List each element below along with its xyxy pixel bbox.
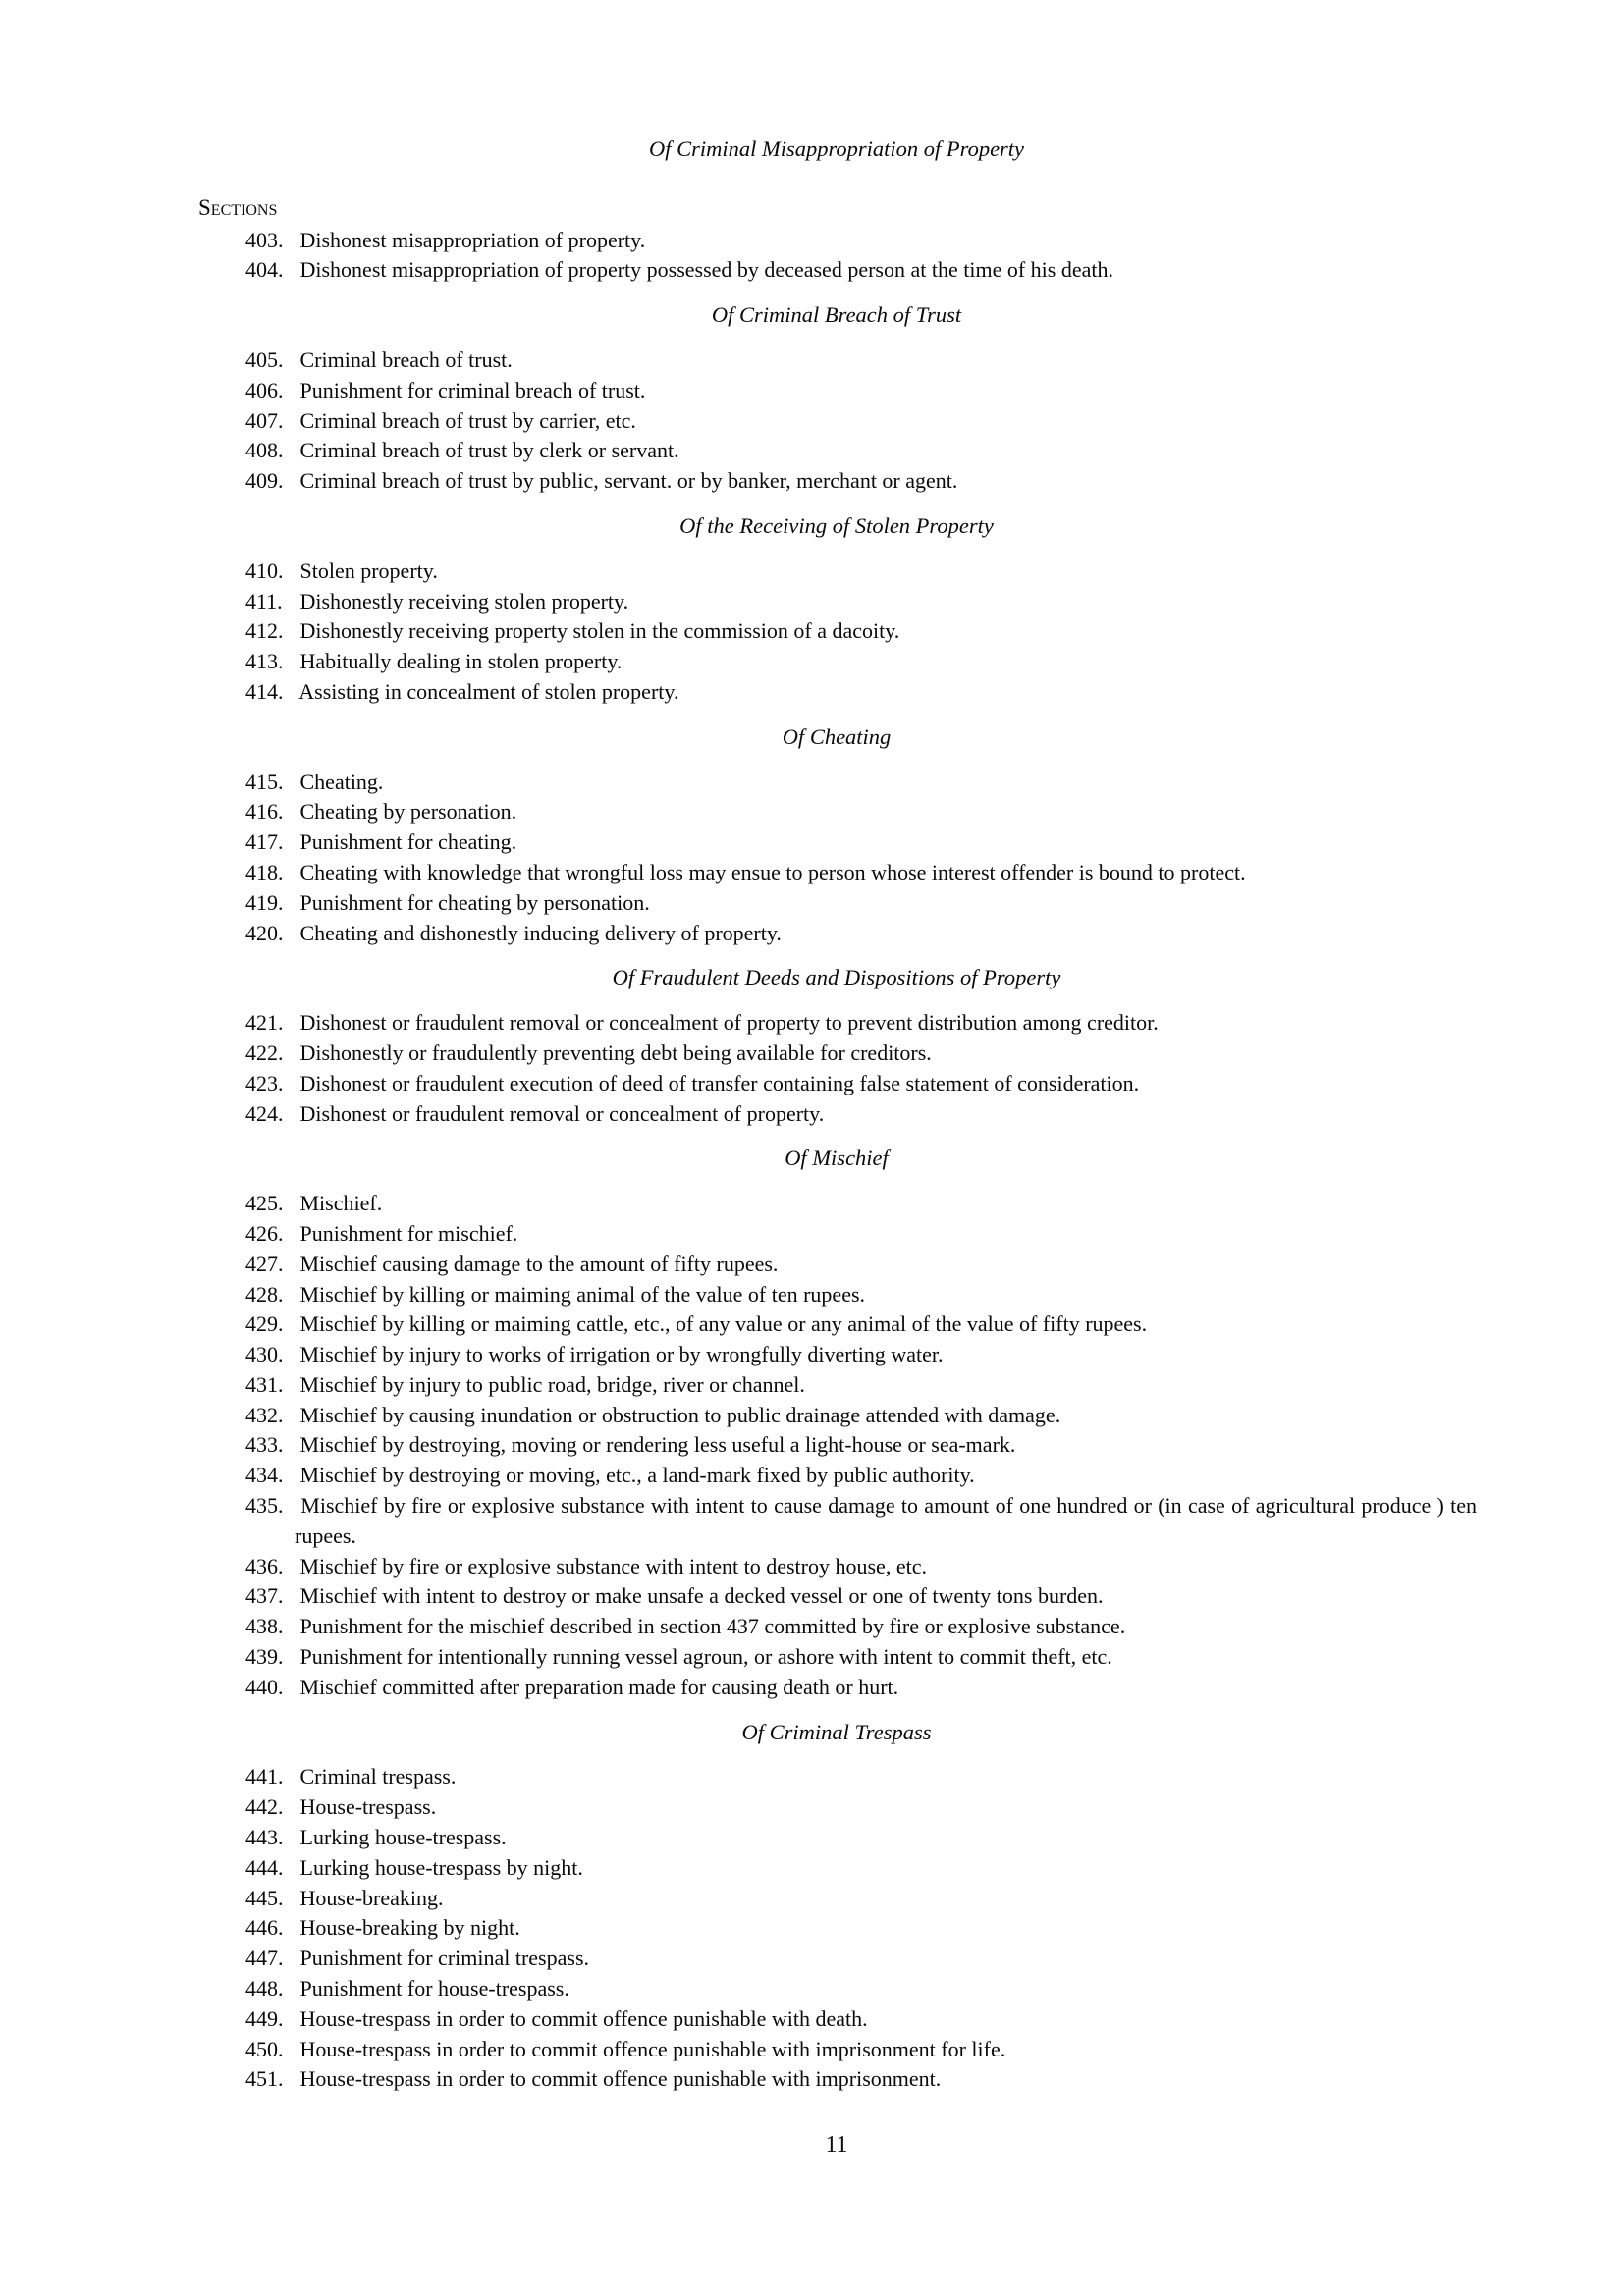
toc-entry: [245, 1884, 1477, 1914]
toc-entry-list: [196, 226, 1477, 287]
entry-text: Punishment for criminal trespass.: [299, 1946, 590, 1971]
entry-text: Cheating and dishonestly inducing delivery of property.: [299, 920, 782, 945]
toc-entry-list: [196, 557, 1477, 708]
entry-text: House-trespass in order to commit offence punishable with imprisonment.: [299, 2066, 942, 2092]
toc-entry: [245, 346, 1477, 376]
entry-text: Mischief by destroying or moving, etc., a land-mark fixed by public authority.: [299, 1463, 975, 1488]
toc-entry: [245, 616, 1477, 647]
entry-text: Dishonestly receiving stolen property.: [299, 588, 629, 614]
toc-entry: [245, 1944, 1477, 1974]
toc-entry: [245, 677, 1477, 708]
toc-group: [196, 134, 1477, 286]
entry-text: Dishonest or fraudulent removal or concealment of property.: [299, 1100, 825, 1126]
entry-number: 410.: [245, 558, 284, 583]
entry-number: 423.: [245, 1070, 284, 1095]
toc-entry: [245, 1612, 1477, 1642]
entry-number: 440.: [245, 1674, 284, 1699]
entry-text: Mischief by injury to public road, bridge, river or channel.: [299, 1371, 805, 1397]
entry-number: 412.: [245, 618, 284, 644]
toc-entry: [245, 888, 1477, 919]
entry-text: Punishment for house-trespass.: [299, 1976, 569, 2002]
entry-number: 447.: [245, 1946, 284, 1971]
toc-entry: [245, 1913, 1477, 1944]
entry-text: Punishment for criminal breach of trust.: [299, 377, 646, 402]
entry-text: Assisting in concealment of stolen property.: [298, 678, 679, 704]
entry-number: 442.: [245, 1794, 284, 1820]
entry-text: Mischief by killing or maiming animal of the value of ten rupees.: [299, 1281, 866, 1307]
entry-text: House-breaking by night.: [299, 1915, 520, 1941]
entry-text: Dishonest misappropriation of property.: [299, 227, 646, 252]
entry-text: Cheating by personation.: [299, 799, 517, 825]
entry-text: Criminal breach of trust.: [299, 347, 513, 372]
entry-text: Mischief by injury to works of irrigation or by wrongfully diverting water.: [299, 1342, 944, 1367]
entry-text: Habitually dealing in stolen property.: [299, 649, 623, 674]
entry-text: Dishonest or fraudulent execution of deed of transfer containing false statement of consideration.: [299, 1070, 1140, 1095]
toc-entry: [245, 1491, 1477, 1552]
entry-number: 404.: [245, 257, 284, 283]
toc-group: [196, 511, 1477, 708]
entry-text: House-trespass in order to commit offence punishable with imprisonment for life.: [299, 2036, 1006, 2061]
page-number: 11: [825, 2132, 848, 2158]
toc-entry: [245, 2035, 1477, 2065]
toc-group: [196, 963, 1477, 1129]
toc-entry: [245, 1189, 1477, 1219]
entry-text: Mischief by fire or explosive substance with intent to cause damage to amount of one hundred or (in case of agricultural produce ) ten rupees.: [295, 1493, 1478, 1548]
entry-number: 421.: [245, 1010, 284, 1036]
entry-number: 415.: [245, 769, 284, 794]
entry-number: 448.: [245, 1976, 284, 2002]
group-heading: Of the Receiving of Stolen Property: [679, 512, 994, 538]
toc-content: [196, 134, 1477, 2095]
entry-text: Cheating with knowledge that wrongful loss may ensue to person whose interest offender is bound to protect.: [299, 859, 1246, 884]
toc-entry: [245, 1581, 1477, 1612]
entry-text: Criminal trespass.: [299, 1764, 457, 1789]
entry-number: 445.: [245, 1885, 284, 1910]
toc-entry: [245, 376, 1477, 406]
group-heading: Of Criminal Breach of Trust: [711, 302, 962, 328]
toc-entry: [245, 1069, 1477, 1099]
toc-entry: [245, 226, 1477, 256]
entry-text: Lurking house-trespass by night.: [299, 1854, 583, 1880]
toc-entry: [245, 2004, 1477, 2035]
entry-text: Mischief by causing inundation or obstruction to public drainage attended with damage.: [299, 1402, 1061, 1427]
entry-number: 424.: [245, 1100, 284, 1126]
toc-group: [196, 300, 1477, 497]
entry-number: 416.: [245, 799, 284, 825]
entry-text: House-trespass in order to commit offence punishable with death.: [299, 2005, 868, 2031]
entry-text: House-breaking.: [299, 1885, 444, 1910]
toc-entry: [245, 828, 1477, 858]
sections-label: Sections: [198, 194, 278, 220]
entry-text: Mischief with intent to destroy or make unsafe a decked vessel or one of twenty tons burden.: [299, 1583, 1104, 1609]
toc-entry-list: [196, 768, 1477, 949]
entry-text: Mischief.: [299, 1191, 383, 1216]
toc-entry: [245, 919, 1477, 949]
entry-number: 435.: [245, 1493, 284, 1519]
entry-number: 436.: [245, 1553, 284, 1578]
entry-number: 420.: [245, 920, 284, 945]
entry-number: 427.: [245, 1251, 284, 1276]
group-heading: Of Cheating: [782, 723, 892, 749]
toc-entry: [245, 406, 1477, 437]
toc-entry: [245, 1430, 1477, 1461]
entry-number: 417.: [245, 829, 284, 855]
toc-entry: [245, 1552, 1477, 1582]
toc-entry: [245, 1642, 1477, 1673]
entry-text: Mischief by killing or maiming cattle, etc., of any value or any animal of the value of fifty rupees.: [299, 1311, 1148, 1337]
toc-group: [196, 722, 1477, 949]
entry-number: 437.: [245, 1583, 284, 1609]
toc-entry: [245, 255, 1477, 286]
toc-entry: [245, 768, 1477, 798]
entry-text: Lurking house-trespass.: [299, 1825, 507, 1850]
entry-number: 429.: [245, 1311, 284, 1337]
toc-group: [196, 1144, 1477, 1702]
entry-number: 409.: [245, 468, 284, 494]
toc-entry-list: [196, 346, 1477, 497]
entry-number: 414.: [245, 678, 284, 704]
toc-entry: [245, 587, 1477, 617]
toc-entry: [245, 1853, 1477, 1884]
toc-entry: [245, 647, 1477, 677]
entry-text: Punishment for the mischief described in section 437 committed by fire or explosive substance.: [299, 1614, 1126, 1639]
entry-text: Criminal breach of trust by clerk or servant.: [299, 438, 679, 463]
toc-group: [196, 1718, 1477, 2096]
entry-text: Punishment for cheating.: [299, 829, 517, 855]
toc-entry: [245, 858, 1477, 888]
toc-entry: [245, 1099, 1477, 1130]
toc-entry: [245, 1340, 1477, 1370]
entry-number: 403.: [245, 227, 284, 252]
toc-entry: [245, 1974, 1477, 2004]
toc-entry: [245, 1370, 1477, 1401]
toc-entry: [245, 1309, 1477, 1340]
entry-text: Punishment for mischief.: [299, 1220, 518, 1246]
toc-entry: [245, 466, 1477, 497]
entry-text: Mischief committed after preparation made for causing death or hurt.: [299, 1674, 899, 1699]
entry-number: 413.: [245, 649, 284, 674]
toc-entry: [245, 1039, 1477, 1069]
entry-text: Mischief by fire or explosive substance with intent to destroy house, etc.: [299, 1553, 927, 1578]
entry-number: 406.: [245, 377, 284, 402]
toc-entry: [245, 1673, 1477, 1703]
entry-number: 422.: [245, 1040, 284, 1065]
toc-entry: [245, 1762, 1477, 1792]
toc-entry: [245, 1401, 1477, 1431]
toc-entry-list: [196, 1008, 1477, 1129]
entry-number: 438.: [245, 1614, 284, 1639]
toc-entry: [245, 797, 1477, 828]
page-title: Of Criminal Misappropriation of Property: [648, 136, 1025, 161]
entry-number: 408.: [245, 438, 284, 463]
entry-number: 439.: [245, 1644, 284, 1670]
entry-number: 425.: [245, 1191, 284, 1216]
entry-number: 441.: [245, 1764, 284, 1789]
entry-number: 405.: [245, 347, 284, 372]
entry-text: Criminal breach of trust by public, servant. or by banker, merchant or agent.: [299, 468, 958, 494]
toc-entry: [245, 1280, 1477, 1310]
toc-entry-list: [196, 1762, 1477, 2095]
group-heading: Of Criminal Trespass: [741, 1719, 932, 1744]
entry-text: Dishonest misappropriation of property possessed by deceased person at the time of his death.: [299, 257, 1113, 283]
toc-entry: [245, 436, 1477, 466]
entry-number: 428.: [245, 1281, 284, 1307]
entry-number: 430.: [245, 1342, 284, 1367]
group-heading: Of Mischief: [785, 1146, 889, 1171]
entry-number: 407.: [245, 407, 284, 433]
toc-entry: [245, 1008, 1477, 1039]
toc-entry: [245, 557, 1477, 587]
toc-entry: [245, 1792, 1477, 1823]
entry-number: 450.: [245, 2036, 284, 2061]
toc-entry: [245, 1250, 1477, 1280]
entry-text: Cheating.: [299, 769, 384, 794]
entry-number: 411.: [245, 588, 283, 614]
toc-entry: [245, 2064, 1477, 2095]
entry-number: 419.: [245, 889, 284, 915]
group-heading: Of Fraudulent Deeds and Dispositions of Property: [612, 965, 1061, 990]
toc-entry: [245, 1219, 1477, 1250]
toc-entry: [245, 1823, 1477, 1853]
toc-entry: [245, 1461, 1477, 1491]
entry-text: Mischief by destroying, moving or rendering less useful a light-house or sea-mark.: [299, 1432, 1016, 1458]
entry-text: Punishment for cheating by personation.: [299, 889, 650, 915]
entry-number: 446.: [245, 1915, 284, 1941]
entry-number: 433.: [245, 1432, 284, 1458]
entry-number: 426.: [245, 1220, 284, 1246]
entry-text: House-trespass.: [299, 1794, 437, 1820]
entry-text: Dishonest or fraudulent removal or concealment of property to prevent distribution among creditor.: [299, 1010, 1159, 1036]
entry-number: 431.: [245, 1371, 284, 1397]
entry-text: Stolen property.: [299, 558, 438, 583]
entry-text: Mischief causing damage to the amount of fifty rupees.: [299, 1251, 779, 1276]
entry-number: 434.: [245, 1463, 284, 1488]
toc-entry-list: [196, 1189, 1477, 1703]
entry-text: Criminal breach of trust by carrier, etc.: [299, 407, 636, 433]
entry-number: 443.: [245, 1825, 284, 1850]
entry-number: 444.: [245, 1854, 284, 1880]
entry-number: 449.: [245, 2005, 284, 2031]
entry-text: Dishonestly or fraudulently preventing debt being available for creditors.: [299, 1040, 932, 1065]
entry-number: 451.: [245, 2066, 284, 2092]
entry-number: 418.: [245, 859, 284, 884]
entry-text: Punishment for intentionally running vessel agroun, or ashore with intent to commit theft, etc.: [299, 1644, 1112, 1670]
entry-number: 432.: [245, 1402, 284, 1427]
entry-text: Dishonestly receiving property stolen in the commission of a dacoity.: [299, 618, 900, 644]
